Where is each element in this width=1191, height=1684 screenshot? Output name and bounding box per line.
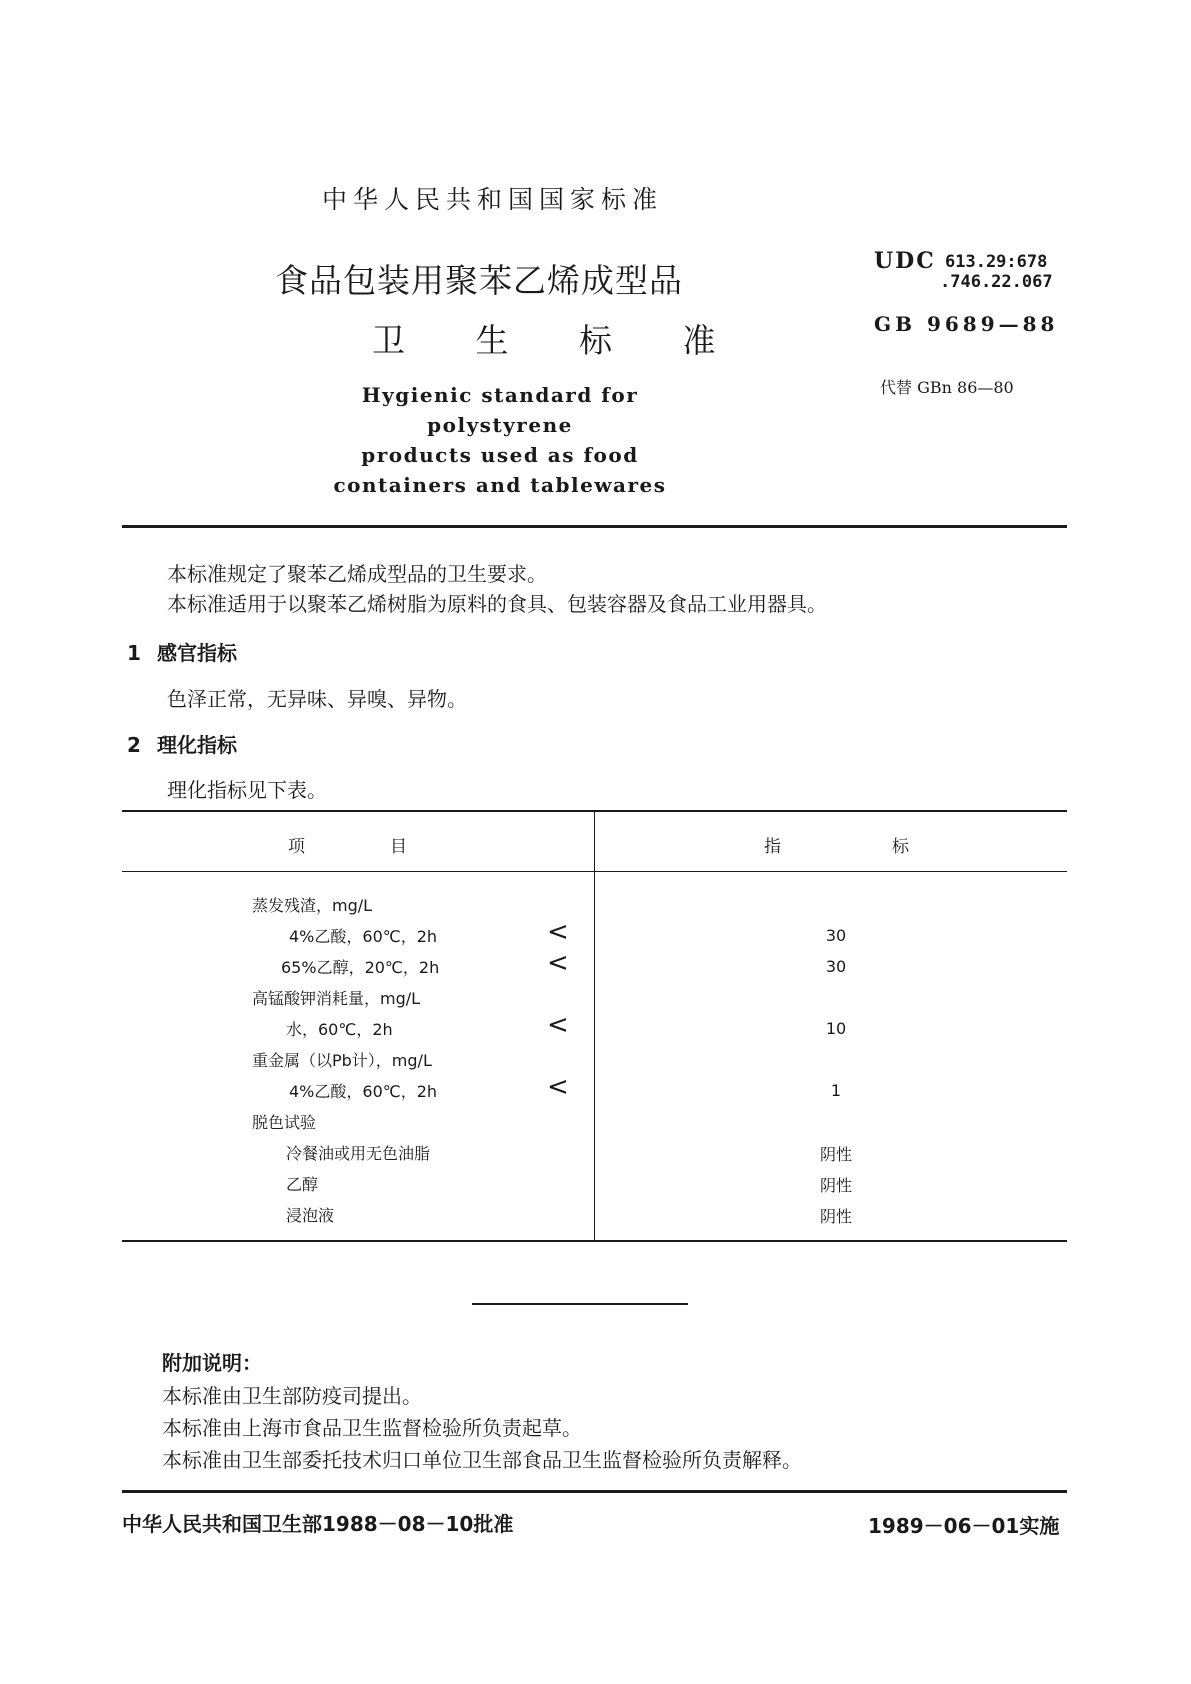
table-row-value: 10 xyxy=(825,1019,847,1038)
title-chinese-line1: 食品包装用聚苯乙烯成型品 xyxy=(275,261,683,300)
section-1-heading xyxy=(127,637,237,666)
table-header-value: 标 xyxy=(892,837,909,857)
title-english-line: products used as food xyxy=(361,443,639,467)
effective-date: 1989－06－01实施 xyxy=(868,1514,1060,1538)
table-row-item: 乙醇 xyxy=(286,1175,319,1194)
table-row-item: 冷餐油或用无色油脂 xyxy=(286,1144,431,1163)
section-number: 1 xyxy=(127,641,141,665)
table-row-item: 高锰酸钾消耗量，mg/L xyxy=(252,989,421,1008)
header-divider xyxy=(122,525,1067,528)
table-row-value: 阴性 xyxy=(819,1207,852,1226)
table-row-item: 水，60℃，2h xyxy=(286,1020,393,1039)
table-bottom-border xyxy=(122,1240,1067,1242)
title-english-line: Hygienic standard for polystyrene xyxy=(361,383,639,437)
table-row-item: 浸泡液 xyxy=(286,1206,335,1225)
table-column-divider xyxy=(594,812,595,1240)
udc-label: UDC xyxy=(874,248,936,274)
end-of-text-rule xyxy=(472,1303,688,1305)
udc-value: .746.22.067 xyxy=(940,272,1053,292)
notes-line: 本标准由上海市食品卫生监督检验所负责起草。 xyxy=(162,1416,582,1440)
table-row-sign: < xyxy=(547,1010,569,1040)
udc-value: 613.29:678 xyxy=(945,252,1048,272)
intro-scope: 本标准规定了聚苯乙烯成型品的卫生要求。 xyxy=(167,562,547,586)
table-row-value: 阴性 xyxy=(819,1176,852,1195)
section-2-text: 理化指标见下表。 xyxy=(167,778,327,802)
table-row-value: 阴性 xyxy=(819,1145,852,1164)
notes-line: 本标准由卫生部委托技术归口单位卫生部食品卫生监督检验所负责解释。 xyxy=(162,1448,802,1472)
approval-date: 中华人民共和国卫生部1988－08－10批准 xyxy=(122,1512,514,1536)
section-2-heading xyxy=(127,729,237,758)
table-row-item: 重金属（以Pb计），mg/L xyxy=(252,1051,432,1070)
section-title: 感官指标 xyxy=(157,641,237,665)
table-row-value: 30 xyxy=(825,926,847,945)
section-number: 2 xyxy=(127,733,141,757)
table-row-value: 30 xyxy=(825,957,847,976)
table-row-sign: < xyxy=(547,917,569,947)
title-english-line: containers and tablewares xyxy=(333,473,667,497)
table-row-item: 65%乙醇，20℃，2h xyxy=(281,958,440,977)
table-row-value: 1 xyxy=(830,1081,842,1100)
table-row-item: 4%乙酸，60℃，2h xyxy=(289,927,438,946)
table-header-value: 指 xyxy=(764,837,781,857)
table-row-sign: < xyxy=(547,1072,569,1102)
table-row-item: 4%乙酸，60℃，2h xyxy=(289,1082,438,1101)
table-row-sign: < xyxy=(547,948,569,978)
title-chinese-line2: 卫 生 标 准 xyxy=(372,321,746,360)
intro-applicability: 本标准适用于以聚苯乙烯树脂为原料的食具、包装容器及食品工业用器具。 xyxy=(167,592,827,616)
section-1-text: 色泽正常，无异味、异嗅、异物。 xyxy=(167,687,467,711)
table-row-item: 脱色试验 xyxy=(252,1113,317,1132)
table-row-item: 蒸发残渣，mg/L xyxy=(252,896,373,915)
table-header-item: 项 目 xyxy=(288,837,407,857)
notes-title: 附加说明： xyxy=(162,1351,262,1375)
section-title: 理化指标 xyxy=(157,733,237,757)
title-english xyxy=(290,380,710,500)
footer-divider xyxy=(122,1490,1067,1493)
notes-line: 本标准由卫生部防疫司提出。 xyxy=(162,1384,422,1408)
replaces-standard: 代替 GBn 86—80 xyxy=(880,378,1014,397)
gb-number: GB 9689—88 xyxy=(874,312,1059,336)
